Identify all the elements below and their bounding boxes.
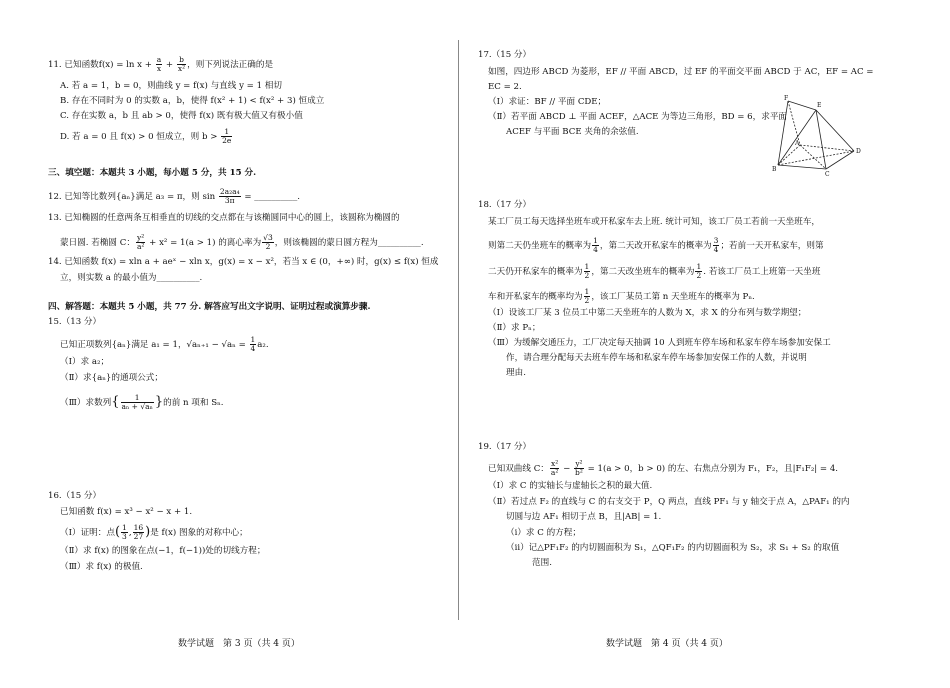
section-four-title: 四、解答题：本题共 5 小题，共 77 分. 解答应写出文字说明、证明过程或演算步骤.	[48, 302, 371, 312]
q18-line1: 某工厂员工每天选择坐班车或开私家车去上班. 统计可知，该工厂员工若前一天坐班车，	[488, 217, 821, 227]
fig-label-e: E	[817, 102, 822, 109]
q19-part2ii-b: 范围.	[532, 558, 552, 568]
column-divider	[458, 40, 459, 620]
q16-part1: （Ⅰ）证明：点( $\frac{1}{3}$ , $\frac{16}{27}$ )是 f(x) 图象的对称中心；	[60, 523, 248, 541]
q19-line1: 已知双曲线 C： $\frac{\text{x²}}{\text{a²}}$ − $\frac{\text{y²}}{\text{b²}}$ = 1(a > 0，b > 0) 的左、右焦点分别为 F₁，F₂，且|F₁F₂| = 4.	[488, 459, 839, 477]
left-page	[0, 0, 455, 688]
q19-part1: （Ⅰ）求 C 的实轴长与虚轴长之积的最大值.	[488, 481, 653, 491]
q15-head: 15.（13 分）	[48, 317, 102, 327]
q13-frac-e: $\frac{√3}{2}$	[263, 233, 273, 251]
q11-frac-d: $\frac{1}{2e}$	[222, 127, 232, 145]
q16-part2: （Ⅱ）求 f(x) 的图象在点(−1，f(−1))处的切线方程；	[60, 546, 266, 556]
q15-frac: $\frac{1}{4}$	[250, 335, 256, 353]
q17-head: 17.（15 分）	[478, 50, 532, 60]
q13-line1: 13. 已知椭圆的任意两条互相垂直的切线的交点都在与该椭圆同中心的圆上，该圆称为椭圆的	[48, 213, 400, 223]
q19-part2ii-a: （ⅱ）记△PF₁F₂ 的内切圆面积为 S₁，△QF₁F₂ 的内切圆面积为 S₂，求 S₁ + S₂ 的取值	[506, 543, 840, 553]
section-three-title: 三、填空题：本题共 3 小题，每小题 5 分，共 15 分.	[48, 168, 257, 178]
q15-part3: （Ⅲ）求数列{ $\frac{1}{\text{aₙ + √aₙ}}$ }的前 n 项和 Sₙ.	[60, 393, 224, 411]
q11-option-a: A. 若 a = 1，b = 0，则曲线 y = f(x) 与直线 y = 1 相切	[60, 81, 282, 91]
q11-stem: 11. 已知函数f(x) = ln x + $\frac{a}{x}$ + $\frac{b}{\text{x²}}$ ，则下列说法正确的是	[48, 55, 274, 73]
q12: 12. 已知等比数列{aₙ}满足 a₃ = π，则 sin $\frac{\text{2a₂a₄}}{3\pi}$ = __________.	[48, 187, 300, 205]
q11-frac-a: $\frac{a}{x}$	[156, 55, 162, 73]
q19-part2i: （ⅰ）求 C 的方程；	[506, 528, 581, 538]
fig-edge-eb	[778, 110, 816, 165]
q16-head: 16.（15 分）	[48, 491, 102, 501]
q17-line1: 如图，四边形 ABCD 为菱形，EF // 平面 ABCD，过 EF 的平面交平面 ABCD 于 AC，EF = AC =	[488, 67, 874, 77]
q19-part2b: 切圆与边 AF₁ 相切于点 B，且|AB| = 1.	[506, 512, 662, 522]
q19-head: 19.（17 分）	[478, 442, 532, 452]
fig-edge-ad	[800, 145, 854, 151]
fig-label-d: D	[856, 148, 861, 155]
q12-frac: $\frac{\text{2a₂a₄}}{3\pi}$	[219, 187, 240, 205]
q15-part1: （Ⅰ）求 a₂；	[60, 357, 110, 367]
q16-frac-x: $\frac{1}{3}$	[122, 523, 127, 541]
q18-head: 18.（17 分）	[478, 200, 532, 210]
fig-edge-ac	[800, 145, 826, 169]
q18-line2: 则第二天仍坐班车的概率为 $\frac{1}{4}$ ，第二天改开私家车的概率为 $\frac{3}{4}$ ；若前一天开私家车，则第	[488, 236, 824, 254]
q19-part2a: （Ⅱ）若过点 F₂ 的直线与 C 的右支交于 P，Q 两点，直线 PF₁ 与 y 轴交于点 A，△PAF₁ 的内	[488, 497, 850, 507]
q16-stem: 已知函数 f(x) = x³ − x² − x + 1.	[60, 507, 193, 517]
q15-frac-series: $\frac{1}{\text{aₙ + √aₙ}}$	[121, 393, 153, 411]
q11-option-c: C. 存在实数 a，b 且 ab > 0，使得 f(x) 既有极大值又有极小值	[60, 111, 303, 121]
q14-line1: 14. 已知函数 f(x) = xln a + aeˣ − xln x，g(x) = x − x²，若当 x ∈ (0，+∞) 时，g(x) ≤ f(x) 恒成	[48, 257, 439, 267]
fig-edge-bc	[778, 165, 826, 169]
fig-edge-fb	[778, 101, 788, 165]
q17-part2b: ACEF 与平面 BCE 夹角的余弦值.	[506, 127, 639, 137]
fig-label-a: A	[795, 140, 800, 147]
q18-part3c: 理由.	[506, 368, 526, 378]
footer-page-3: 数学试题 第 3 页（共 4 页）	[178, 639, 300, 649]
q15-stem: 已知正项数列{aₙ}满足 a₁ = 1，√aₙ₊₁ − √aₙ = $\frac{1}{4}$ a₂.	[60, 335, 269, 353]
fig-label-b: B	[772, 166, 777, 173]
q11-frac-b: $\frac{b}{\text{x²}}$	[177, 55, 186, 73]
q17-part1: （Ⅰ）求证：BF // 平面 CDE；	[488, 97, 607, 107]
q11-option-b: B. 存在不同时为 0 的实数 a，b，使得 f(x² + 1) < f(x² + 3) 恒成立	[60, 96, 325, 106]
q17-part2: （Ⅱ）若平面 ABCD ⊥ 平面 ACEF，△ACE 为等边三角形，BD = 6，求平面	[488, 112, 788, 122]
footer-page-4: 数学试题 第 4 页（共 4 页）	[606, 639, 728, 649]
q17-line2: EC = 2.	[488, 82, 522, 92]
q18-line3: 二天仍开私家车的概率为 $\frac{1}{2}$ ，第二天改坐班车的概率为 $\frac{1}{2}$ . 若该工厂员工上班第一天坐班	[488, 262, 821, 280]
fig-label-c: C	[825, 171, 830, 177]
q17-figure	[766, 93, 864, 177]
fig-edge-fa	[788, 101, 800, 145]
fig-label-f: F	[784, 95, 789, 102]
fig-edge-fe	[788, 101, 816, 110]
q18-part3a: （Ⅲ）为缓解交通压力，工厂决定每天抽调 10 人到班车停车场和私家车停车场参加安保工	[488, 338, 831, 348]
q18-part3b: 作，请合理分配每天去班车停车场和私家车停车场参加安保工作的人数，并说明	[506, 353, 807, 363]
q16-part3: （Ⅲ）求 f(x) 的极值.	[60, 562, 143, 572]
q16-frac-y: $\frac{16}{27}$	[133, 523, 144, 541]
right-page	[478, 0, 950, 688]
q18-part1: （Ⅰ）设该工厂某 3 位员工中第二天坐班车的人数为 X，求 X 的分布列与数学期望；	[488, 308, 807, 318]
q15-part2: （Ⅱ）求{aₙ}的通项公式；	[60, 373, 163, 383]
q13-line2: 蒙日圆. 若椭圆 C： $\frac{\text{y²}}{\text{a²}}$ + x² = 1(a > 1) 的离心率为 $\frac{√3}{2}$ ，则该椭圆的蒙日圆方程为__________.	[60, 233, 424, 251]
q11-option-d: D. 若 a = 0 且 f(x) > 0 恒成立，则 b > $\frac{1}{2e}$	[60, 127, 232, 145]
q18-part2: （Ⅱ）求 Pₙ；	[488, 323, 541, 333]
q14-line2: 立，则实数 a 的最小值为__________.	[60, 273, 203, 283]
q18-line4: 车和开私家车的概率均为 $\frac{1}{2}$ ，该工厂某员工第 n 天坐班车的概率为 Pₙ.	[488, 287, 755, 305]
q13-frac-y: $\frac{\text{y²}}{\text{a²}}$	[136, 233, 145, 251]
fig-edge-ba	[778, 145, 800, 165]
